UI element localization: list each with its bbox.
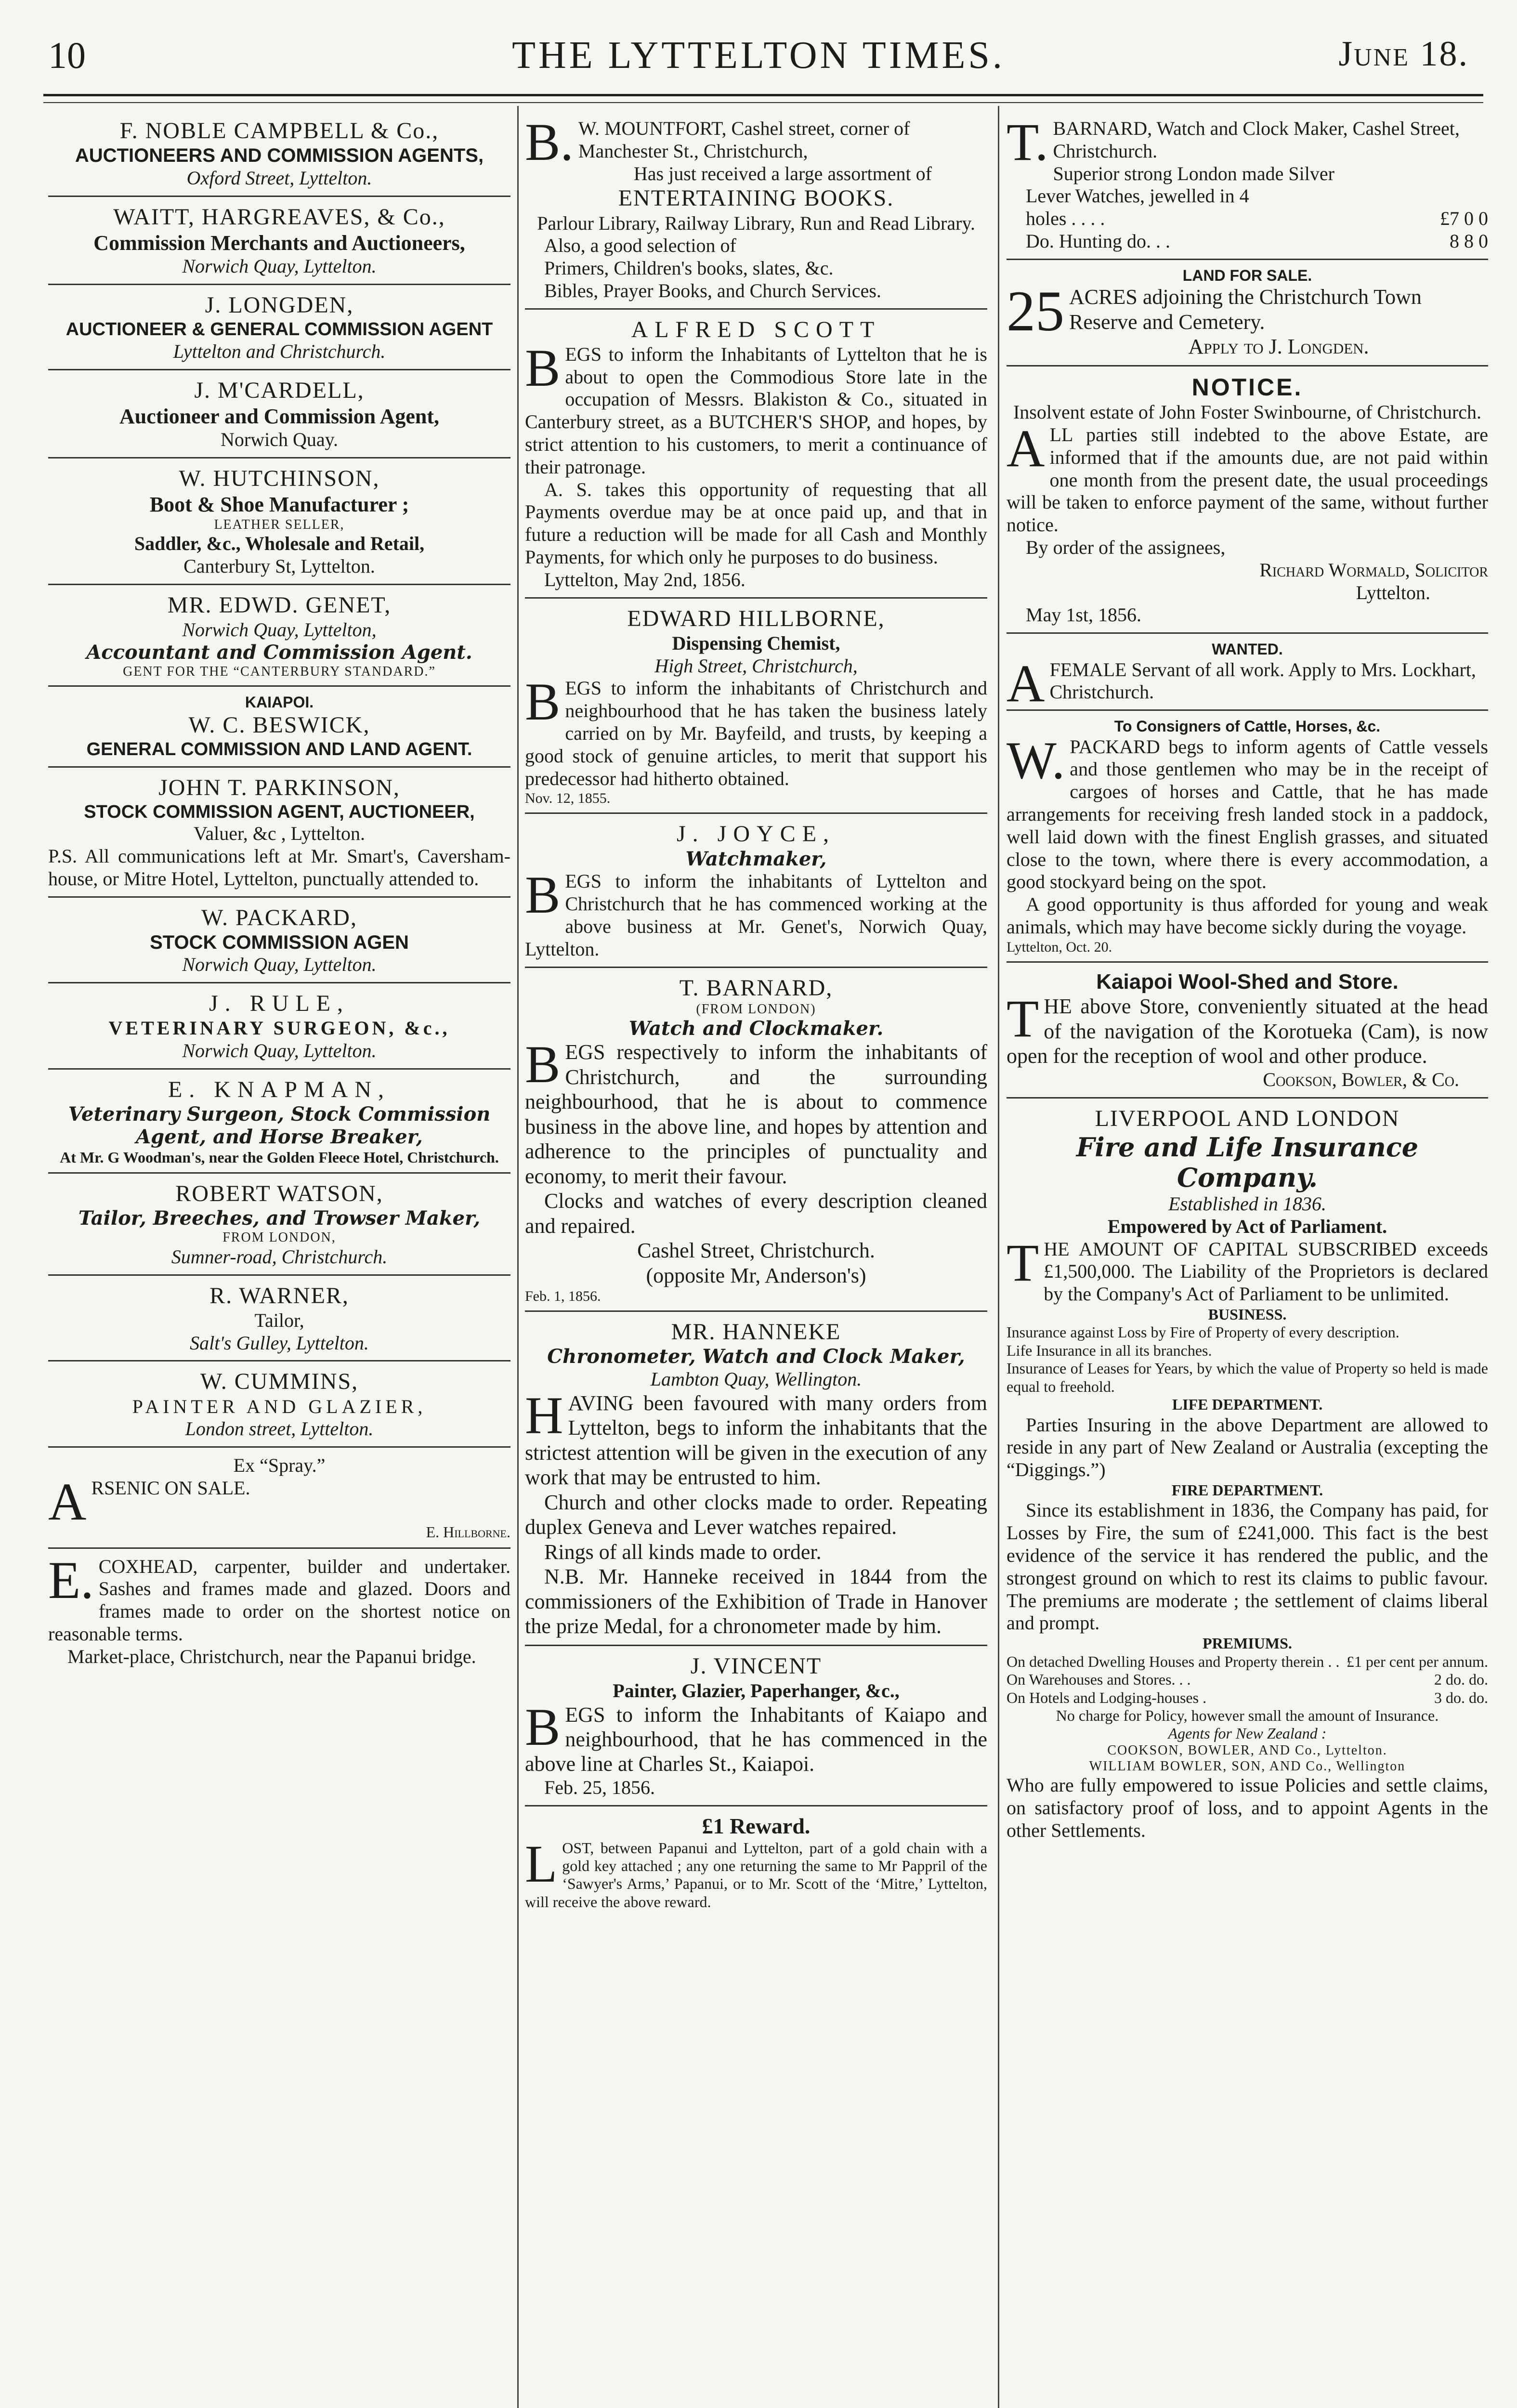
ad-parkinson: [48, 768, 510, 898]
ad-line: Superior strong London made Silver: [1053, 162, 1334, 184]
column-3: [1007, 111, 1488, 2408]
drop-cap: B: [525, 865, 561, 925]
ad-title: Accountant and Commission Agent.: [86, 641, 472, 664]
ad-name: W. PACKARD,: [201, 904, 357, 930]
ad-line: Lever Watches, jewelled in 4: [1026, 185, 1249, 207]
premium-row: [1007, 1671, 1488, 1688]
ad-body: PACKARD begs to inform agents of Cattle vessels and those gentlemen who may be in the receipt of cargoes of horses and Cattle, that he has made arrangements for receiving fresh landed stock in a paddock, well laid down with the finest English grasses, and situated close to the town, where there is every accommodation, a good stockyard being on the spot.: [1007, 735, 1488, 893]
ad-line: FROM LONDON,: [222, 1230, 336, 1245]
ad-title: STOCK COMMISSION AGENT, AUCTIONEER,: [84, 801, 475, 822]
ad-cummins: [48, 1361, 510, 1448]
ad-address: Norwich Quay, Lyttelton,: [182, 619, 377, 641]
ad-line: Saddler, &c., Wholesale and Retail,: [134, 533, 425, 555]
ad-name: ROBERT WATSON,: [175, 1181, 383, 1207]
ad-body: EGS to inform the Inhabitants of Kaiapo and neighbourhood, that he has commenced in the above line at Charles St., Kaiapoi.: [525, 1702, 987, 1776]
drop-cap: 25: [1007, 279, 1064, 343]
column-2: [525, 111, 987, 2408]
ad-body: Who are fully empowered to issue Policies and settle claims, on satisfactory proof of loss, and to appoint Agents in the other Settlements.: [1007, 1774, 1488, 1841]
ad-address: (opposite Mr, Anderson's): [646, 1263, 866, 1287]
drop-cap: H: [525, 1386, 563, 1445]
drop-cap: B: [525, 338, 561, 397]
ad-title: LIVERPOOL AND LONDON: [1095, 1105, 1400, 1131]
ad-title: Dispensing Chemist,: [672, 632, 840, 654]
ad-title: Boot & Shoe Manufacturer ;: [149, 493, 409, 517]
ad-signature: Apply to J. Longden.: [1188, 335, 1369, 359]
ad-knapman: [48, 1070, 510, 1174]
ad-address: Norwich Quay, Lyttelton.: [182, 954, 377, 976]
ad-packard: [48, 898, 510, 984]
ad-name: F. NOBLE CAMPBELL & Co.,: [119, 118, 439, 144]
ad-name: J. RULE,: [209, 991, 350, 1017]
ad-signature: E. Hillborne.: [426, 1523, 510, 1541]
ad-date: Lyttelton, Oct. 20.: [1007, 939, 1112, 955]
ad-body: Parties Insuring in the above Department are allowed to reside in any part of New Zealand or Australia (excepting the “Diggings.”): [1007, 1413, 1488, 1481]
ad-title: LAND FOR SALE.: [1182, 266, 1312, 284]
drop-cap: W.: [1007, 731, 1065, 790]
header-rule-thick: [43, 94, 1483, 96]
ad-name: EDWARD HILLBORNE,: [627, 605, 885, 631]
ad-title: GENERAL COMMISSION AND LAND AGENT.: [86, 739, 472, 760]
header-rule-thin: [43, 102, 1483, 103]
ad-line: Established in 1836.: [1168, 1193, 1326, 1215]
agent-line: WILLIAM BOWLER, SON, AND Co., Wellington: [1089, 1758, 1406, 1774]
price-row: [1007, 230, 1488, 253]
drop-cap: A: [1007, 419, 1045, 478]
ad-name: J. JOYCE,: [676, 821, 836, 847]
ad-name: ALFRED SCOTT: [631, 316, 881, 342]
ad-hutchinson: [48, 458, 510, 585]
ad-address: Canterbury St, Lyttelton.: [183, 555, 375, 577]
ad-name: W. HUTCHINSON,: [179, 466, 380, 491]
ad-head: Ex “Spray.”: [233, 1454, 326, 1477]
drop-cap: B.: [525, 113, 574, 171]
ad-line: Empowered by Act of Parliament.: [1107, 1215, 1387, 1237]
premium-value: £1 per cent per annum.: [1346, 1652, 1488, 1670]
ad-body: EGS respectively to inform the inhabitants of Christchurch, and the surrounding neighbourhood, that he is about to commence business in the above line, and hopes by attention and adherence to the principles of punctuality and economy, to merit their favour.: [525, 1040, 987, 1188]
ad-body: N.B. Mr. Hanneke received in 1844 from the commissioners of the Exhibition of Trade in Hanover the prize Medal, for a chronometer made by him.: [525, 1565, 987, 1638]
drop-cap: T: [1007, 989, 1039, 1048]
ad-title: WANTED.: [1212, 641, 1283, 658]
section-head: PREMIUMS.: [1203, 1635, 1292, 1652]
ad-body: OST, between Papanui and Lyttelton, part of a gold chain with a gold key attached ; any one returning the same to Mr Pappril of the ‘Sawyer's Arms,’ Papanui, or to Mr. Scott of the ‘Mitre,’ Lyttelton, will receive the above reward.: [525, 1839, 987, 1911]
ad-sub: Insolvent estate of John Foster Swinbourne, of Christchurch.: [1013, 401, 1482, 423]
ad-name: R. WARNER,: [209, 1283, 349, 1309]
ad-title: AUCTIONEERS AND COMMISSION AGENTS,: [75, 145, 484, 167]
ad-name: WAITT, HARGREAVES, & Co.,: [113, 204, 445, 230]
ad-campbell: [48, 111, 510, 197]
ad-title: To Consigners of Cattle, Horses, &c.: [1114, 718, 1381, 735]
ad-longden: [48, 285, 510, 370]
column-divider: [517, 106, 519, 2408]
ad-hanneke: [525, 1312, 987, 1646]
ad-title: NOTICE.: [1191, 373, 1303, 401]
ad-line: Life Insurance in all its branches.: [1007, 1341, 1212, 1359]
section-head: FIRE DEPARTMENT.: [1171, 1481, 1323, 1499]
price-label: Do. Hunting do. . .: [1026, 230, 1170, 252]
ad-title: STOCK COMMISSION AGEN: [150, 931, 409, 953]
ad-body: Clocks and watches of every description cleaned and repaired.: [525, 1189, 987, 1238]
ad-date: Lyttelton, May 2nd, 1856.: [544, 568, 745, 590]
price-label: holes . . . .: [1026, 208, 1105, 230]
ad-title: Veterinary Surgeon, Stock Commission Agent, and Horse Breaker,: [68, 1103, 491, 1148]
ad-title: Commission Merchants and Auctioneers,: [93, 231, 465, 255]
ad-body: Church and other clocks made to order. Repeating duplex Geneva and Lever watches repaired.: [525, 1490, 987, 1539]
drop-cap: T: [1007, 1233, 1039, 1292]
ad-vincent: [525, 1646, 987, 1806]
ad-address: Oxford Street, Lyttelton.: [186, 167, 372, 189]
ad-line: Has just received a large assortment of: [633, 162, 932, 184]
ad-title: Fire and Life Insurance Company.: [1076, 1131, 1419, 1193]
ad-address: Lambton Quay, Wellington.: [650, 1368, 862, 1390]
ad-waitt: [48, 197, 510, 285]
page-header: [48, 34, 1469, 92]
ad-name: W. C. BESWICK,: [188, 712, 370, 738]
ad-title: AUCTIONEER & GENERAL COMMISSION AGENT: [65, 319, 493, 340]
ad-line: LEATHER SELLER,: [214, 517, 345, 532]
ad-address: Market-place, Christchurch, near the Papanui bridge.: [67, 1645, 476, 1667]
drop-cap: A: [1007, 654, 1045, 713]
ad-name: T. BARNARD,: [679, 975, 833, 1001]
ad-address: Norwich Quay.: [220, 429, 338, 451]
ad-watson: [48, 1174, 510, 1276]
ad-joyce: [525, 814, 987, 968]
ad-note: No charge for Policy, however small the amount of Insurance.: [1056, 1706, 1439, 1724]
ad-address: Norwich Quay, Lyttelton.: [182, 1040, 377, 1062]
ad-line: Also, a good selection of: [544, 235, 736, 257]
agents-head: Agents for New Zealand :: [1168, 1725, 1327, 1742]
ad-hillborne: [525, 599, 987, 814]
ad-body: HE AMOUNT OF CAPITAL SUBSCRIBED exceeds £1,500,000. The Liability of the Proprietors is declared by the Company's Act of Parliament to be unlimited.: [1044, 1238, 1488, 1305]
ad-body: HE above Store, conveniently situated at the head of the navigation of the Korotueka (Cam), is now open for the reception of wool and other produce.: [1007, 995, 1488, 1068]
ad-title: Painter, Glazier, Paperhanger, &c.,: [613, 1679, 900, 1701]
ad-line: Insurance against Loss by Fire of Property of every description.: [1007, 1323, 1399, 1341]
ad-name: W. CUMMINS,: [200, 1369, 359, 1395]
ad-title: Tailor, Breeches, and Trowser Maker,: [78, 1207, 481, 1230]
ad-barnard-watch: [525, 968, 987, 1312]
ad-scott: [525, 310, 987, 599]
ad-rule: [48, 983, 510, 1070]
agent-line: COOKSON, BOWLER, AND Co., Lyttelton.: [1107, 1742, 1387, 1758]
ad-line: ENTERTAINING BOOKS.: [618, 185, 894, 211]
ad-line: Bibles, Prayer Books, and Church Services.: [544, 279, 881, 301]
ad-name: JOHN T. PARKINSON,: [158, 774, 400, 800]
ad-signature: Richard Wormald, Solicitor: [1259, 559, 1488, 581]
drop-cap: A: [48, 1472, 87, 1531]
ad-warner: [48, 1276, 510, 1362]
ad-title: Auctioneer and Commission Agent,: [119, 404, 440, 428]
ad-place: Lyttelton.: [1356, 581, 1430, 603]
ad-line: Parlour Library, Railway Library, Run and Read Library.: [537, 212, 975, 234]
ad-title: PAINTER AND GLAZIER,: [132, 1395, 427, 1417]
page-number: 10: [48, 34, 86, 76]
ad-line: Primers, Children's books, slates, &c.: [544, 257, 834, 279]
section-head: BUSINESS.: [1208, 1305, 1287, 1323]
premium-label: On detached Dwelling Houses and Property therein . .: [1007, 1652, 1340, 1670]
ad-title: VETERINARY SURGEON, &c.,: [108, 1017, 450, 1039]
ad-title: £1 Reward.: [702, 1813, 811, 1838]
ad-body: LL parties still indebted to the above Estate, are informed that if the amounts due, are not paid within one month from the present date, the usual proceedings will be taken to enforce payment of the same, without further notice.: [1007, 423, 1488, 536]
column-divider: [998, 106, 999, 2408]
price-value: £7 0 0: [1440, 208, 1488, 230]
premium-label: On Warehouses and Stores. . .: [1007, 1671, 1191, 1688]
ad-title: Watchmaker,: [685, 847, 827, 870]
premium-label: On Hotels and Lodging-houses .: [1007, 1688, 1207, 1706]
ad-body: ACRES adjoining the Christchurch Town Reserve and Cemetery.: [1069, 285, 1422, 334]
ad-body: RSENIC ON SALE.: [91, 1477, 250, 1499]
drop-cap: E.: [48, 1550, 94, 1610]
ad-name: J. M'CARDELL,: [194, 377, 365, 403]
ad-body: Rings of all kinds made to order.: [544, 1540, 822, 1564]
ad-date: May 1st, 1856.: [1026, 604, 1141, 626]
ad-date: Feb. 1, 1856.: [525, 1288, 601, 1305]
ad-address: Salt's Gulley, Lyttelton.: [190, 1332, 369, 1354]
ad-line: Insurance of Leases for Years, by which the value of Property so held is made equal to freehold.: [1007, 1360, 1488, 1395]
ad-note: GENT FOR THE “CANTERBURY STANDARD.”: [123, 664, 436, 679]
column-1: [48, 111, 510, 2408]
ad-title: Tailor,: [254, 1309, 304, 1331]
price-value: 8 8 0: [1450, 230, 1488, 252]
ad-genet: [48, 585, 510, 687]
ad-consigners: [1007, 711, 1488, 963]
price-row: [1007, 208, 1488, 230]
ad-title: Kaiapoi Wool-Shed and Store.: [1096, 969, 1399, 994]
ad-mountfort: [525, 111, 987, 310]
ad-beswick: [48, 687, 510, 767]
ad-name: J. LONGDEN,: [205, 292, 354, 318]
ad-name: J. VINCENT: [690, 1653, 822, 1679]
newspaper-title: THE LYTTELTON TIMES.: [512, 34, 1005, 77]
ad-date: Feb. 25, 1856.: [544, 1776, 655, 1798]
drop-cap: B: [525, 1697, 561, 1756]
ad-place: KAIAPOI.: [245, 694, 314, 711]
ad-address: Lyttelton and Christchurch.: [173, 340, 386, 362]
ad-name: MR. HANNEKE: [671, 1319, 841, 1345]
ad-mccardell: [48, 370, 510, 458]
ad-name: MR. EDWD. GENET,: [167, 592, 392, 618]
ad-body: EGS to inform the inhabitants of Christchurch and neighbourhood that he has taken the business lately carried on by Mr. Bayfeild, and trusts, by keeping a good stock of genuine articles, to merit that support his predecessor had hitherto obtained.: [525, 677, 987, 789]
ad-date: Nov. 12, 1855.: [525, 790, 611, 807]
section-head: LIFE DEPARTMENT.: [1172, 1396, 1323, 1413]
issue-date: June 18.: [1338, 34, 1469, 74]
ad-address: Norwich Quay, Lyttelton.: [182, 255, 377, 277]
ad-kaiapoi-store: [1007, 963, 1488, 1099]
premium-value: 2 do. do.: [1434, 1671, 1488, 1688]
drop-cap: T.: [1007, 113, 1048, 171]
drop-cap: L: [525, 1834, 558, 1893]
ad-reward: [525, 1806, 987, 1917]
ad-body: P.S. All communications left at Mr. Smart's, Caversham-house, or Mitre Hotel, Lyttelton, punctually attended to.: [48, 845, 510, 890]
ad-body: A. S. takes this opportunity of requesting that all Payments overdue may be at once paid up, and that in future a reduction will be made for all Cash and Monthly Payments, for which only he purposes to do business.: [525, 478, 987, 568]
ad-barnard-watches: [1007, 111, 1488, 260]
ad-address: Sumner-road, Christchurch.: [171, 1245, 388, 1268]
premium-row: [1007, 1653, 1488, 1671]
ad-line: (FROM LONDON): [696, 1001, 816, 1017]
ad-insurance: [1007, 1099, 1488, 1848]
ad-title: Chronometer, Watch and Clock Maker,: [547, 1345, 965, 1368]
ad-signature: Cookson, Bowler, & Co.: [1263, 1068, 1459, 1090]
ad-line: W. MOUNTFORT, Cashel street, corner of Manchester St., Christchurch,: [578, 118, 910, 162]
premium-value: 3 do. do.: [1434, 1688, 1488, 1706]
ad-land-for-sale: [1007, 260, 1488, 366]
ad-body: A good opportunity is thus afforded for young and weak animals, which may have become sickly during the voyage.: [1007, 893, 1488, 938]
ad-name: E. KNAPMAN,: [168, 1077, 391, 1103]
ad-wanted: [1007, 634, 1488, 711]
ad-address: London street, Lyttelton.: [185, 1418, 374, 1440]
ad-title: Watch and Clockmaker.: [628, 1017, 884, 1040]
drop-cap: B: [525, 1035, 561, 1094]
ad-arsenic: [48, 1448, 510, 1548]
ad-address: High Street, Christchurch,: [654, 654, 858, 677]
ad-line: By order of the assignees,: [1026, 536, 1226, 558]
ad-body: COXHEAD, carpenter, builder and undertaker. Sashes and frames made and glazed. Doors and frames made to order on the shortest notice on reasonable terms.: [48, 1555, 510, 1645]
ad-body: EGS to inform the inhabitants of Lyttelton and Christchurch that he has commenced working at the above business at Mr. Genet's, Norwich Quay, Lyttelton.: [525, 870, 987, 960]
ad-body: Since its establishment in 1836, the Company has paid, for Losses by Fire, the sum of £241,000. This fact is the best evidence of the service it has rendered the public, and the strongest ground on which to rest its claims to public favour. The premiums are moderate ; the settlement of claims liberal and prompt.: [1007, 1499, 1488, 1634]
ad-notice: [1007, 366, 1488, 634]
ad-line: BARNARD, Watch and Clock Maker, Cashel Street, Christchurch.: [1053, 118, 1460, 162]
ad-coxhead: [48, 1549, 510, 1674]
ad-body: AVING been favoured with many orders from Lyttelton, begs to inform the inhabitants that the strictest attention will be given in the execution of any work that may be entrusted to him.: [525, 1391, 987, 1490]
premium-row: [1007, 1689, 1488, 1707]
ad-body: FEMALE Servant of all work. Apply to Mrs. Lockhart, Christchurch.: [1049, 658, 1476, 703]
ad-address: At Mr. G Woodman's, near the Golden Fleece Hotel, Christchurch.: [60, 1148, 499, 1166]
ad-line: Valuer, &c , Lyttelton.: [193, 823, 366, 845]
ad-body: EGS to inform the Inhabitants of Lyttelton that he is about to open the Commodious Store late in the occupation of Messrs. Blakiston & Co., situated in Canterbury street, as a BUTCHER'S SHOP, and hopes, by strict attention to his customers, to merit a continuance of their patronage.: [525, 343, 987, 478]
drop-cap: B: [525, 672, 561, 732]
ad-address: Cashel Street, Christchurch.: [637, 1239, 875, 1263]
